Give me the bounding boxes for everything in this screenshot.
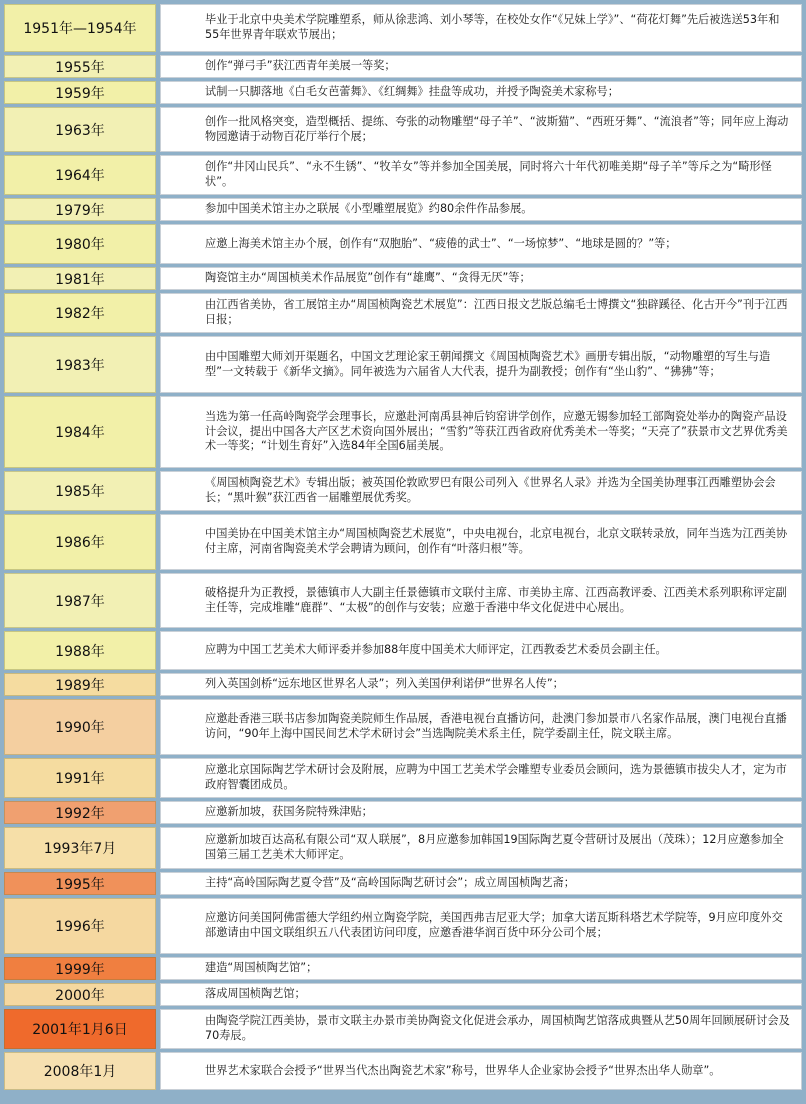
event-text: 应邀上海美术馆主办个展，创作有“双胞胎”、“疲倦的武士”、“一场惊梦”、“地球是圆的？”等； xyxy=(205,236,677,250)
timeline-table xyxy=(4,4,802,1100)
event-description xyxy=(160,224,802,264)
event-description xyxy=(160,81,802,104)
event-text: 参加中国美术馆主办之联展《小型雕塑展览》约80余件作品参展。 xyxy=(205,202,533,216)
event-description xyxy=(160,1052,802,1090)
timeline-row xyxy=(4,631,802,670)
event-description xyxy=(160,699,802,755)
event-description xyxy=(160,107,802,152)
year-cell: 1982年 xyxy=(4,293,156,333)
event-text: 应邀北京国际陶艺学术研讨会及附展，应聘为中国工艺美术学会雕塑专业委员会顾问，选为景德镇市拔尖人才，定为市政府智囊团成员。 xyxy=(205,763,787,791)
event-text: 《周国桢陶瓷艺术》专辑出版；被英国伦敦欧罗巴有限公司列入《世界名人录》并选为全国美协理事江西雕塑协会会长；“黑叶猴”获江西省一届雕塑展优秀奖。 xyxy=(205,476,776,504)
event-text: 破格提升为正教授，景德镇市人大副主任景德镇市文联付主席、市美协主席、江西高教评委、江西美术系列职称评定副主任等，完成堆雕“鹿群”、“太极”的创作与安装；应邀于香港中华文化促进中心展出。 xyxy=(205,585,787,614)
year-cell: 1995年 xyxy=(4,872,156,895)
timeline-row xyxy=(4,107,802,152)
timeline-row xyxy=(4,267,802,290)
year-cell: 1996年 xyxy=(4,898,156,954)
event-description xyxy=(160,957,802,980)
event-text: 世界艺术家联合会授予“世界当代杰出陶瓷艺术家”称号，世界华人企业家协会授予“世界杰出华人勋章”。 xyxy=(205,1063,721,1077)
timeline-row xyxy=(4,827,802,869)
event-text: 落成周国桢陶艺馆； xyxy=(205,987,306,1001)
year-cell: 1963年 xyxy=(4,107,156,152)
timeline-row xyxy=(4,957,802,980)
event-description xyxy=(160,758,802,798)
event-description xyxy=(160,155,802,195)
event-description xyxy=(160,573,802,628)
year-cell: 1955年 xyxy=(4,55,156,78)
event-description xyxy=(160,396,802,468)
year-cell: 1964年 xyxy=(4,155,156,195)
timeline-row xyxy=(4,1009,802,1049)
year-cell: 1993年7月 xyxy=(4,827,156,869)
event-description xyxy=(160,827,802,869)
timeline-row xyxy=(4,983,802,1006)
timeline-row xyxy=(4,396,802,468)
event-text: 当选为第一任高岭陶瓷学会理事长，应邀赴河南禹县神后钧窑讲学创作，应邀无锡参加轻工部陶瓷处举办的陶瓷产品设计会议，提出中国各大产区艺术资向国外展出；“雪豹”等获江西省政府优秀美术一等奖；“天亮了”获景市文艺界优秀美术一等奖；“计划生育好”入选84年全国6届美展。 xyxy=(205,410,788,453)
year-cell: 1986年 xyxy=(4,514,156,570)
event-description xyxy=(160,336,802,393)
year-cell: 1999年 xyxy=(4,957,156,980)
timeline-row xyxy=(4,55,802,78)
event-text: 应邀访问美国阿佛雷德大学纽约州立陶瓷学院，美国西弗吉尼亚大学；加拿大诺瓦斯科塔艺术学院等，9月应印度外交部邀请由中国文联组织五八代表团访问印度，应邀香港华润百货中环分公司个展； xyxy=(205,911,783,939)
timeline-row xyxy=(4,224,802,264)
event-description xyxy=(160,631,802,670)
year-cell: 1979年 xyxy=(4,198,156,221)
year-cell: 1980年 xyxy=(4,224,156,264)
year-cell: 1984年 xyxy=(4,396,156,468)
event-description xyxy=(160,267,802,290)
event-description xyxy=(160,872,802,895)
year-cell: 1987年 xyxy=(4,573,156,628)
timeline-row xyxy=(4,758,802,798)
event-description xyxy=(160,293,802,333)
year-cell: 2008年1月 xyxy=(4,1052,156,1090)
year-cell: 1989年 xyxy=(4,673,156,696)
event-text: 创作“井冈山民兵”、“永不生锈”、“牧羊女”等并参加全国美展，同时将六十年代初唯美期“母子羊”等斥之为“畸形怪状”。 xyxy=(205,160,772,188)
event-text: 由中国雕塑大师刘开渠题名，中国文艺理论家王朝闻撰文《周国桢陶瓷艺术》画册专辑出版，“动物雕塑的写生与造型”一文转载于《新华文摘》。同年被选为六届省人大代表，提升为副教授；创作有“坐山豹”、“狒狒”等； xyxy=(205,349,771,378)
timeline-row xyxy=(4,872,802,895)
timeline-row xyxy=(4,471,802,511)
event-description xyxy=(160,514,802,570)
event-text: 应邀赴香港三联书店参加陶瓷美院师生作品展，香港电视台直播访问，赴澳门参加景市八名家作品展，澳门电视台直播访问，“90年上海中国民间艺术学术研讨会”当选陶院美术系主任，院学委副主任，院文联主席。 xyxy=(205,712,787,740)
timeline-row xyxy=(4,514,802,570)
event-text: 列入英国剑桥“远东地区世界名人录”；列入美国伊利诺伊“世界名人传”； xyxy=(205,677,564,691)
timeline-row xyxy=(4,198,802,221)
year-cell: 1951年—1954年 xyxy=(4,4,156,52)
timeline-row xyxy=(4,336,802,393)
event-text: 应邀新加坡百达高私有限公司“双人联展”，8月应邀参加韩国19国际陶艺夏令营研讨及展出（茂珠）；12月应邀参加全国第三届工艺美术大师评定。 xyxy=(205,833,784,861)
year-cell: 2001年1月6日 xyxy=(4,1009,156,1049)
event-text: 应聘为中国工艺美术大师评委并参加88年度中国美术大师评定，江西教委艺术委员会副主任。 xyxy=(205,643,667,657)
event-text: 主持“高岭国际陶艺夏令营”及“高岭国际陶艺研讨会”；成立周国桢陶艺斋； xyxy=(205,876,575,890)
year-cell: 1983年 xyxy=(4,336,156,393)
year-cell: 1991年 xyxy=(4,758,156,798)
event-text: 由江西省美协，省工展馆主办“周国桢陶瓷艺术展览”：江西日报文艺版总编毛士博撰文“独辟蹊径、化古开今”刊于江西日报； xyxy=(205,298,788,326)
timeline-row xyxy=(4,673,802,696)
event-description xyxy=(160,471,802,511)
event-text: 中国美协在中国美术馆主办“周国桢陶瓷艺术展览”，中央电视台，北京电视台，北京文联转录放，同年当选为江西美协付主席，河南省陶瓷美术学会聘请为顾问，创作有“叶落归根”等。 xyxy=(205,527,788,555)
year-cell: 1988年 xyxy=(4,631,156,670)
event-text: 创作一批风格突变，造型概括、提练、夸张的动物雕塑“母子羊”、“波斯猫”、“西班牙舞”、“流浪者”等；同年应上海动物园邀请于动物百花厅举行个展； xyxy=(205,114,789,143)
event-description xyxy=(160,983,802,1006)
event-description xyxy=(160,673,802,696)
event-text: 应邀新加坡，获国务院特殊津贴； xyxy=(205,805,373,819)
year-cell: 1992年 xyxy=(4,801,156,824)
timeline-row xyxy=(4,1052,802,1090)
year-cell: 1959年 xyxy=(4,81,156,104)
timeline-row xyxy=(4,573,802,628)
event-description xyxy=(160,898,802,954)
year-cell: 1981年 xyxy=(4,267,156,290)
event-text: 建造“周国桢陶艺馆”； xyxy=(205,961,318,975)
event-text: 毕业于北京中央美术学院雕塑系，师从徐悲鸿、刘小琴等，在校处女作“《兄妹上学》”、“荷花灯舞”先后被选送53年和55年世界青年联欢节展出； xyxy=(205,13,780,41)
year-cell: 2000年 xyxy=(4,983,156,1006)
year-cell: 1985年 xyxy=(4,471,156,511)
event-description xyxy=(160,1009,802,1049)
timeline-row xyxy=(4,155,802,195)
event-text: 试制一只脚落地《白毛女芭蕾舞》、《红绸舞》挂盘等成功，并授予陶瓷美术家称号； xyxy=(205,85,619,99)
timeline-row xyxy=(4,4,802,52)
event-text: 陶瓷馆主办“周国桢美术作品展览”创作有“雄鹰”、“贪得无厌”等； xyxy=(205,271,531,285)
event-description xyxy=(160,198,802,221)
event-description xyxy=(160,4,802,52)
timeline-row xyxy=(4,699,802,755)
event-description xyxy=(160,801,802,824)
timeline-row xyxy=(4,81,802,104)
event-text: 由陶瓷学院江西美协，景市文联主办景市美协陶瓷文化促进会承办，周国桢陶艺馆落成典暨从艺50周年回顾展研讨会及70寿辰。 xyxy=(205,1014,790,1042)
timeline-row xyxy=(4,801,802,824)
timeline-row xyxy=(4,898,802,954)
event-text: 创作“弹弓手”获江西青年美展一等奖； xyxy=(205,59,396,73)
timeline-row xyxy=(4,293,802,333)
year-cell: 1990年 xyxy=(4,699,156,755)
event-description xyxy=(160,55,802,78)
